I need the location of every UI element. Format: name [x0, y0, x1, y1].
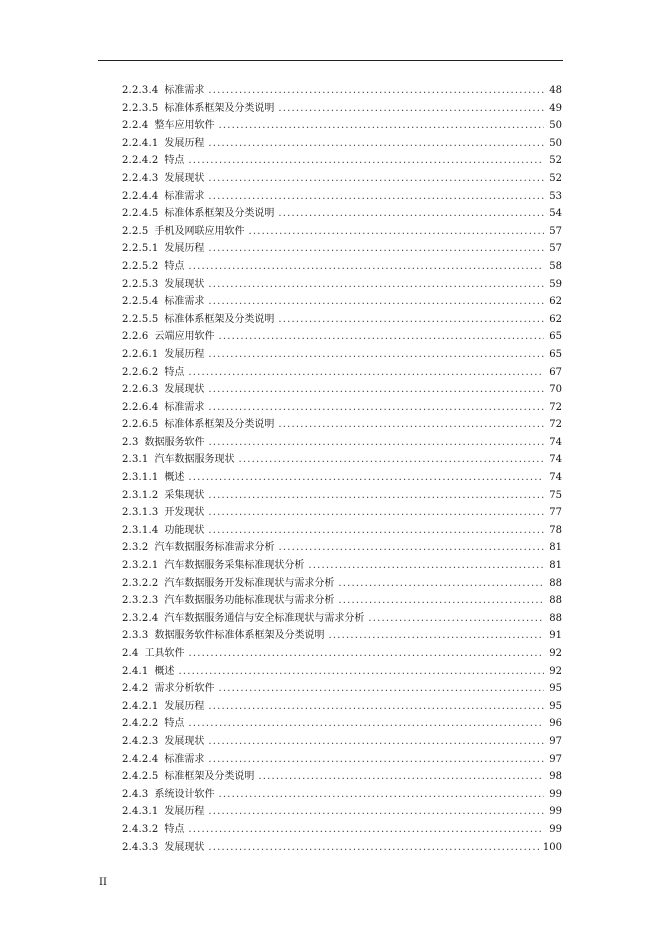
toc-entry[interactable]	[122, 627, 562, 645]
toc-entry-page: 58	[549, 260, 562, 272]
toc-entry-number: 2.3.1.2	[122, 489, 159, 501]
toc-dot-leader	[208, 504, 544, 522]
toc-entry[interactable]	[122, 346, 562, 364]
toc-dot-leader	[189, 645, 544, 663]
toc-entry-page: 48	[549, 85, 562, 96]
toc-entry-title: 系统设计软件	[154, 788, 215, 800]
toc-entry-title: 汽车数据服务标准需求分析	[154, 542, 275, 554]
toc-entry-page: 62	[549, 313, 562, 325]
toc-entry-title: 发展历程	[164, 243, 205, 255]
toc-entry-number: 2.2.5.2	[122, 260, 159, 272]
toc-dot-leader	[208, 399, 544, 417]
toc-entry[interactable]	[122, 575, 562, 593]
toc-entry[interactable]	[122, 258, 562, 276]
page-number: II	[99, 877, 107, 888]
toc-entry-number: 2.3.2.2	[122, 577, 159, 589]
toc-dot-leader	[188, 715, 544, 733]
toc-entry-number: 2.3.2	[122, 542, 149, 554]
toc-entry[interactable]	[122, 768, 562, 786]
toc-entry[interactable]	[122, 100, 562, 118]
toc-entry-title: 特点	[164, 260, 185, 272]
toc-entry[interactable]	[122, 504, 562, 522]
toc-dot-leader	[208, 381, 544, 399]
toc-entry-page: 59	[549, 278, 562, 290]
toc-entry-number: 2.4.2.1	[122, 700, 159, 712]
toc-dot-leader	[188, 364, 544, 382]
toc-entry-title: 工具软件	[144, 648, 185, 659]
toc-entry-page: 88	[549, 577, 562, 589]
toc-entry-title: 标准需求	[164, 296, 205, 308]
toc-entry-number: 2.2.3.5	[122, 102, 159, 114]
toc-entry-title: 需求分析软件	[154, 683, 215, 695]
toc-entry-title: 开发现状	[164, 507, 205, 519]
toc-entry[interactable]	[122, 240, 562, 258]
toc-entry-number: 2.2.6.2	[122, 366, 159, 378]
toc-entry[interactable]	[122, 803, 562, 821]
toc-entry-number: 2.4.3.1	[122, 806, 159, 818]
toc-dot-leader	[338, 575, 544, 593]
toc-entry-number: 2.3	[122, 436, 139, 448]
toc-entry-title: 标准需求	[164, 401, 205, 413]
toc-entry[interactable]	[122, 592, 562, 610]
toc-entry-title: 标准体系框架及分类说明	[164, 419, 275, 431]
toc-entry-page: 54	[549, 208, 562, 220]
toc-entry-page: 88	[549, 595, 562, 607]
toc-entry-title: 发展现状	[164, 735, 205, 747]
toc-entry-page: 99	[549, 823, 562, 835]
toc-entry-number: 2.3.2.1	[122, 560, 159, 572]
toc-entry-number: 2.4.1	[122, 665, 149, 677]
toc-entry-page: 78	[549, 524, 562, 536]
toc-entry-title: 特点	[164, 718, 185, 730]
toc-entry-number: 2.4.2.4	[122, 753, 159, 765]
toc-dot-leader	[238, 451, 544, 469]
toc-entry-page: 65	[549, 331, 562, 343]
toc-entry-title: 汽车数据服务功能标准现状与需求分析	[164, 595, 335, 607]
toc-entry-title: 标准框架及分类说明	[164, 771, 255, 783]
toc-entry[interactable]	[122, 276, 562, 294]
toc-dot-leader	[278, 416, 544, 434]
toc-entry[interactable]	[122, 539, 562, 557]
toc-entry-page: 92	[549, 665, 562, 677]
toc-entry[interactable]	[122, 135, 562, 153]
toc-entry-number: 2.4.2.5	[122, 771, 159, 783]
toc-entry-page: 65	[549, 348, 562, 360]
toc-entry-page: 100	[542, 841, 562, 853]
toc-dot-leader	[178, 663, 544, 681]
toc-dot-leader	[208, 276, 544, 294]
toc-entry-page: 74	[549, 436, 562, 448]
toc-entry-number: 2.2.5.3	[122, 278, 159, 290]
toc-dot-leader	[208, 293, 544, 311]
toc-entry-page: 95	[549, 700, 562, 712]
toc-entry-page: 95	[549, 683, 562, 695]
toc-entry-page: 52	[549, 172, 562, 184]
toc-entry-title: 汽车数据服务现状	[154, 454, 235, 466]
toc-entry-page: 81	[549, 542, 562, 554]
toc-entry-page: 97	[549, 753, 562, 765]
toc-entry-title: 手机及网联应用软件	[154, 225, 245, 237]
toc-entry-number: 2.2.6.3	[122, 384, 159, 396]
toc-dot-leader	[208, 135, 544, 153]
toc-entry-page: 52	[549, 155, 562, 167]
toc-entry-page: 97	[549, 735, 562, 747]
toc-entry-page: 62	[549, 296, 562, 308]
toc-dot-leader	[208, 82, 544, 100]
toc-entry-title: 特点	[164, 155, 185, 167]
toc-entry[interactable]	[122, 698, 562, 716]
toc-entry[interactable]	[122, 328, 562, 346]
toc-entry[interactable]	[122, 487, 562, 505]
toc-entry[interactable]	[122, 715, 562, 733]
toc-entry-number: 2.2.6.1	[122, 348, 159, 360]
toc-entry-number: 2.4	[122, 648, 139, 659]
toc-entry[interactable]	[122, 399, 562, 417]
toc-entry-number: 2.2.4.4	[122, 190, 159, 202]
toc-entry-page: 99	[549, 806, 562, 818]
toc-entry-number: 2.2.4	[122, 120, 149, 132]
toc-entry-page: 53	[549, 190, 562, 202]
toc-entry-page: 75	[549, 489, 562, 501]
toc-dot-leader	[278, 539, 544, 557]
toc-dot-leader	[218, 680, 544, 698]
toc-entry[interactable]	[122, 680, 562, 698]
toc-entry-number: 2.4.3.2	[122, 823, 159, 835]
toc-entry[interactable]	[122, 117, 562, 135]
toc-dot-leader	[258, 768, 544, 786]
toc-entry-page: 74	[549, 472, 562, 484]
header-rule	[98, 60, 563, 61]
toc-entry-page: 67	[549, 366, 562, 378]
toc-entry-title: 特点	[164, 823, 185, 835]
toc-dot-leader	[208, 346, 544, 364]
toc-entry[interactable]	[122, 645, 562, 663]
toc-dot-leader	[278, 205, 544, 223]
table-of-contents	[122, 82, 562, 856]
toc-entry-title: 采集现状	[164, 489, 205, 501]
toc-entry-page: 81	[549, 560, 562, 572]
toc-entry-number: 2.2.3.4	[122, 85, 159, 96]
toc-entry-number: 2.3.1	[122, 454, 149, 466]
toc-dot-leader	[308, 557, 544, 575]
toc-dot-leader	[209, 434, 544, 452]
toc-dot-leader	[328, 627, 544, 645]
toc-entry[interactable]	[122, 82, 562, 100]
toc-entry-number: 2.3.1.4	[122, 524, 159, 536]
toc-entry-number: 2.2.4.1	[122, 137, 159, 149]
toc-entry[interactable]	[122, 364, 562, 382]
toc-entry-title: 发展历程	[164, 348, 205, 360]
toc-entry[interactable]	[122, 733, 562, 751]
toc-entry-page: 57	[549, 225, 562, 237]
toc-entry-number: 2.2.4.5	[122, 208, 159, 220]
toc-entry-page: 57	[549, 243, 562, 255]
toc-entry-title: 发展现状	[164, 278, 205, 290]
toc-entry-number: 2.3.1.1	[122, 472, 159, 484]
toc-dot-leader	[208, 170, 544, 188]
toc-entry[interactable]	[122, 152, 562, 170]
toc-entry-number: 2.3.2.4	[122, 612, 159, 624]
toc-entry-number: 2.2.5	[122, 225, 149, 237]
toc-dot-leader	[368, 610, 544, 628]
toc-entry-number: 2.2.6	[122, 331, 149, 343]
toc-entry-page: 72	[549, 419, 562, 431]
toc-dot-leader	[208, 522, 544, 540]
toc-entry-page: 72	[549, 401, 562, 413]
toc-entry-number: 2.2.4.3	[122, 172, 159, 184]
toc-entry-title: 发展现状	[164, 172, 205, 184]
toc-entry-title: 发展历程	[164, 700, 205, 712]
toc-entry-number: 2.4.3.3	[122, 841, 159, 853]
toc-entry-title: 云端应用软件	[154, 331, 215, 343]
toc-dot-leader	[218, 786, 544, 804]
toc-entry[interactable]	[122, 557, 562, 575]
toc-entry[interactable]	[122, 416, 562, 434]
toc-entry-page: 70	[549, 384, 562, 396]
toc-entry-title: 标准体系框架及分类说明	[164, 102, 275, 114]
toc-entry-title: 发展现状	[164, 841, 205, 853]
toc-entry-page: 91	[549, 630, 562, 642]
toc-entry-title: 汽车数据服务开发标准现状与需求分析	[164, 577, 335, 589]
toc-dot-leader	[248, 223, 544, 241]
toc-dot-leader	[208, 803, 544, 821]
toc-entry[interactable]	[122, 522, 562, 540]
toc-dot-leader	[208, 188, 544, 206]
toc-entry-number: 2.2.6.5	[122, 419, 159, 431]
toc-dot-leader	[278, 100, 544, 118]
toc-dot-leader	[188, 821, 544, 839]
toc-dot-leader	[188, 152, 544, 170]
toc-entry-page: 50	[549, 137, 562, 149]
toc-entry-title: 整车应用软件	[154, 120, 215, 132]
toc-entry-page: 98	[549, 771, 562, 783]
toc-entry-number: 2.3.2.3	[122, 595, 159, 607]
toc-entry-title: 数据服务软件	[144, 436, 205, 448]
toc-dot-leader	[188, 258, 544, 276]
toc-entry-number: 2.2.5.1	[122, 243, 159, 255]
toc-entry-number: 2.2.5.5	[122, 313, 159, 325]
toc-entry-page: 50	[549, 120, 562, 132]
toc-entry[interactable]	[122, 311, 562, 329]
toc-entry-title: 发展历程	[164, 806, 205, 818]
toc-entry-number: 2.2.6.4	[122, 401, 159, 413]
toc-dot-leader	[208, 733, 544, 751]
toc-dot-leader	[208, 240, 544, 258]
toc-entry[interactable]	[122, 223, 562, 241]
toc-entry[interactable]	[122, 434, 562, 452]
toc-entry-page: 99	[549, 788, 562, 800]
toc-entry-title: 概述	[154, 665, 175, 677]
toc-entry[interactable]	[122, 663, 562, 681]
toc-entry-page: 96	[549, 718, 562, 730]
toc-entry-title: 标准需求	[164, 190, 205, 202]
toc-entry-title: 标准体系框架及分类说明	[164, 208, 275, 220]
toc-entry[interactable]	[122, 205, 562, 223]
toc-dot-leader	[208, 839, 539, 857]
toc-entry-number: 2.2.5.4	[122, 296, 159, 308]
toc-entry[interactable]	[122, 610, 562, 628]
toc-entry[interactable]	[122, 170, 562, 188]
toc-entry-number: 2.2.4.2	[122, 155, 159, 167]
toc-dot-leader	[278, 311, 544, 329]
toc-entry-page: 92	[549, 648, 562, 659]
toc-dot-leader	[208, 487, 544, 505]
toc-entry[interactable]	[122, 839, 562, 857]
toc-dot-leader	[218, 117, 544, 135]
toc-dot-leader	[208, 698, 544, 716]
toc-entry[interactable]	[122, 381, 562, 399]
toc-entry-title: 标准需求	[164, 85, 205, 96]
toc-entry-title: 概述	[164, 472, 185, 484]
toc-entry-page: 77	[549, 507, 562, 519]
toc-dot-leader	[338, 592, 544, 610]
toc-entry-number: 2.3.3	[122, 630, 149, 642]
toc-entry-title: 标准需求	[164, 753, 205, 765]
toc-entry-title: 数据服务软件标准体系框架及分类说明	[154, 630, 325, 642]
toc-entry-number: 2.3.1.3	[122, 507, 159, 519]
toc-entry[interactable]	[122, 451, 562, 469]
toc-entry-title: 汽车数据服务采集标准现状分析	[164, 560, 305, 572]
toc-entry-page: 88	[549, 612, 562, 624]
toc-entry[interactable]	[122, 188, 562, 206]
toc-entry[interactable]	[122, 469, 562, 487]
toc-entry-number: 2.4.2	[122, 683, 149, 695]
toc-entry[interactable]	[122, 821, 562, 839]
toc-entry-number: 2.4.3	[122, 788, 149, 800]
toc-entry-title: 发展现状	[164, 384, 205, 396]
toc-dot-leader	[208, 751, 544, 769]
toc-entry-page: 74	[549, 454, 562, 466]
toc-entry-title: 标准体系框架及分类说明	[164, 313, 275, 325]
toc-entry-title: 功能现状	[164, 524, 205, 536]
toc-entry-title: 发展历程	[164, 137, 205, 149]
toc-entry-page: 49	[549, 102, 562, 114]
toc-dot-leader	[188, 469, 544, 487]
toc-entry[interactable]	[122, 786, 562, 804]
toc-entry-title: 汽车数据服务通信与安全标准现状与需求分析	[164, 612, 365, 624]
toc-entry-number: 2.4.2.2	[122, 718, 159, 730]
toc-dot-leader	[218, 328, 544, 346]
toc-entry-number: 2.4.2.3	[122, 735, 159, 747]
toc-entry-title: 特点	[164, 366, 185, 378]
toc-entry[interactable]	[122, 751, 562, 769]
toc-entry[interactable]	[122, 293, 562, 311]
